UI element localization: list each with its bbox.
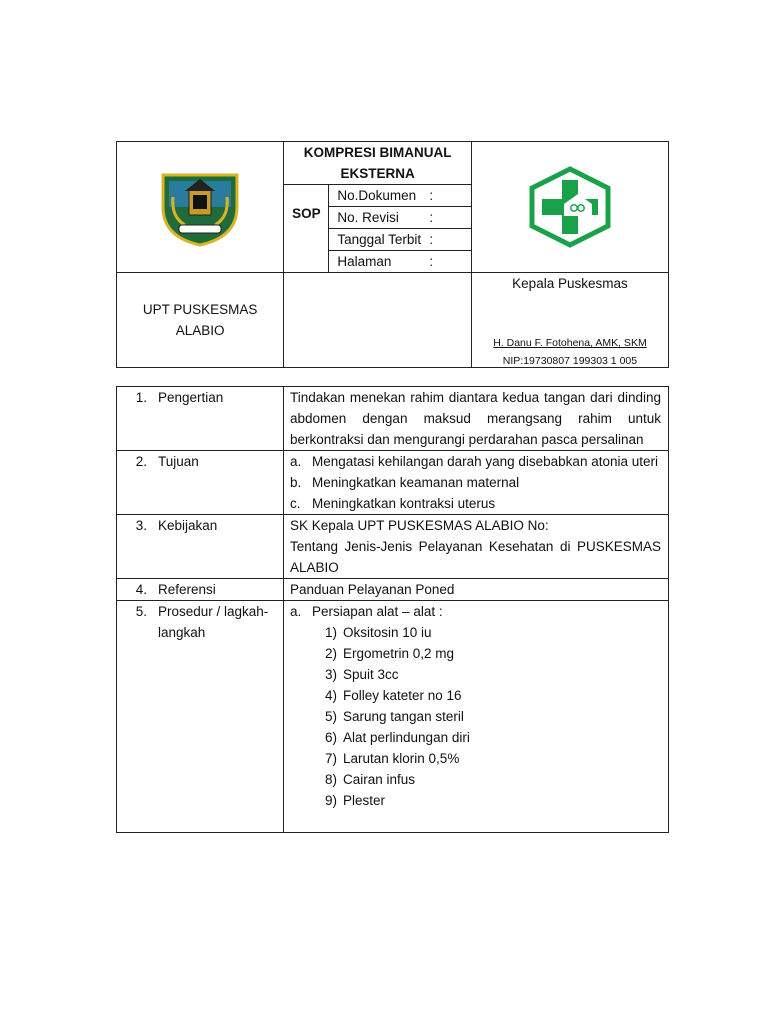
step-text: Ergometrin 0,2 mg [343, 646, 455, 661]
section-number: 1. [135, 390, 147, 405]
approver-cell [471, 273, 668, 368]
section-number: 2. [135, 454, 147, 469]
step-text: Spuit 3cc [343, 667, 399, 682]
list-text: Persiapan alat – alat : [312, 604, 443, 619]
list-item [290, 493, 661, 514]
section-label-cell [117, 451, 284, 515]
step-marker: 1) [324, 625, 337, 640]
section-number: 3. [135, 518, 147, 533]
meta-row-tanggal-terbit [329, 229, 471, 251]
step-marker: 5) [324, 709, 337, 724]
approver-nip: NIP:19730807 199303 1 005 [502, 355, 638, 367]
title-cell [284, 142, 472, 273]
regional-emblem-icon [155, 167, 245, 247]
list-item [290, 472, 661, 493]
step-text: Larutan klorin 0,5% [343, 751, 460, 766]
meta-sep: : [429, 232, 434, 247]
meta-label: Tanggal Terbit [337, 232, 422, 247]
section-row-tujuan [117, 451, 669, 515]
organization-cell [117, 273, 284, 368]
section-row-referensi [117, 579, 669, 601]
section-content-cell [284, 601, 669, 833]
step-text: Folley kateter no 16 [343, 688, 462, 703]
procedure-heading [290, 601, 661, 622]
section-label: Referensi [158, 582, 216, 597]
meta-label: No. Revisi [337, 210, 399, 225]
meta-label: No.Dokumen [337, 188, 417, 203]
procedure-step [290, 727, 661, 748]
section-label-cell [117, 579, 284, 601]
list-marker: a. [290, 454, 302, 469]
section-row-prosedur [117, 601, 669, 833]
list-item [290, 451, 661, 472]
step-marker: 4) [324, 688, 337, 703]
section-content-cell [284, 515, 669, 579]
sop-label: SOP [284, 185, 329, 273]
step-marker: 6) [324, 730, 337, 745]
section-content-cell [284, 579, 669, 601]
organization-line2: ALABIO [175, 323, 225, 338]
section-label: Tujuan [158, 454, 199, 469]
kebijakan-line2: Tentang Jenis-Jenis Pelayanan Kesehatan di PUSKESMAS ALABIO [290, 539, 661, 575]
meta-label: Halaman [337, 254, 392, 269]
section-content-cell [284, 387, 669, 451]
step-text: Sarung tangan steril [343, 709, 464, 724]
section-number: 5. [135, 604, 147, 619]
section-label-cell [117, 515, 284, 579]
procedure-step [290, 685, 661, 706]
step-marker: 8) [324, 772, 337, 787]
section-label-cell [117, 387, 284, 451]
step-text: Alat perlindungan diri [343, 730, 470, 745]
meta-row-halaman [329, 251, 471, 272]
step-marker: 7) [324, 751, 337, 766]
section-label: Prosedur / lagkah-langkah [158, 604, 269, 640]
list-text: Mengatasi kehilangan darah yang disebabkan atonia uteri [312, 454, 658, 469]
puskesmas-logo-icon [528, 166, 612, 248]
meta-sep: : [429, 254, 434, 269]
step-text: Cairan infus [343, 772, 416, 787]
kebijakan-line1: SK Kepala UPT PUSKESMAS ALABIO No: [290, 518, 549, 533]
meta-row-no-dokumen [329, 185, 471, 273]
list-marker: c. [290, 496, 301, 511]
organization-line1: UPT PUSKESMAS [142, 302, 258, 317]
step-marker: 9) [324, 793, 337, 808]
step-text: Plester [343, 793, 386, 808]
section-label-cell [117, 601, 284, 833]
referensi-text: Panduan Pelayanan Poned [290, 582, 455, 597]
meta-row-no-revisi [329, 207, 471, 229]
meta-sep: : [429, 210, 434, 225]
pengertian-text: Tindakan menekan rahim diantara kedua tangan dari dinding abdomen dengan maksud merangsang rahim untuk berkontraksi dan mengurangi perdarahan pasca persalinan [290, 390, 661, 447]
section-label: Pengertian [158, 390, 224, 405]
step-marker: 3) [324, 667, 337, 682]
section-number: 4. [135, 582, 147, 597]
approver-title: Kepala Puskesmas [512, 276, 628, 291]
list-marker: b. [290, 475, 302, 490]
sop-meta-table [284, 184, 471, 272]
sop-body-table [116, 386, 669, 833]
procedure-step [290, 748, 661, 769]
list-text: Meningkatkan keamanan maternal [312, 475, 520, 490]
approver-name: H. Danu F. Fotohena, AMK, SKM [493, 337, 647, 349]
step-text: Oksitosin 10 iu [343, 625, 432, 640]
list-marker: a. [290, 604, 302, 619]
document-title: KOMPRESI BIMANUAL EKSTERNA [303, 145, 452, 181]
procedure-step [290, 622, 661, 643]
procedure-step [290, 769, 661, 790]
left-logo-cell [117, 142, 284, 273]
section-content-cell [284, 451, 669, 515]
section-row-pengertian [117, 387, 669, 451]
procedure-step [290, 664, 661, 685]
meta-sep: : [429, 188, 434, 203]
sop-header-table [116, 141, 669, 368]
right-logo-cell [471, 142, 668, 273]
step-marker: 2) [324, 646, 337, 661]
section-row-kebijakan [117, 515, 669, 579]
procedure-step [290, 643, 661, 664]
list-text: Meningkatkan kontraksi uterus [312, 496, 496, 511]
empty-cell [284, 273, 472, 368]
section-label: Kebijakan [158, 518, 218, 533]
procedure-step [290, 706, 661, 727]
procedure-step [290, 790, 661, 811]
